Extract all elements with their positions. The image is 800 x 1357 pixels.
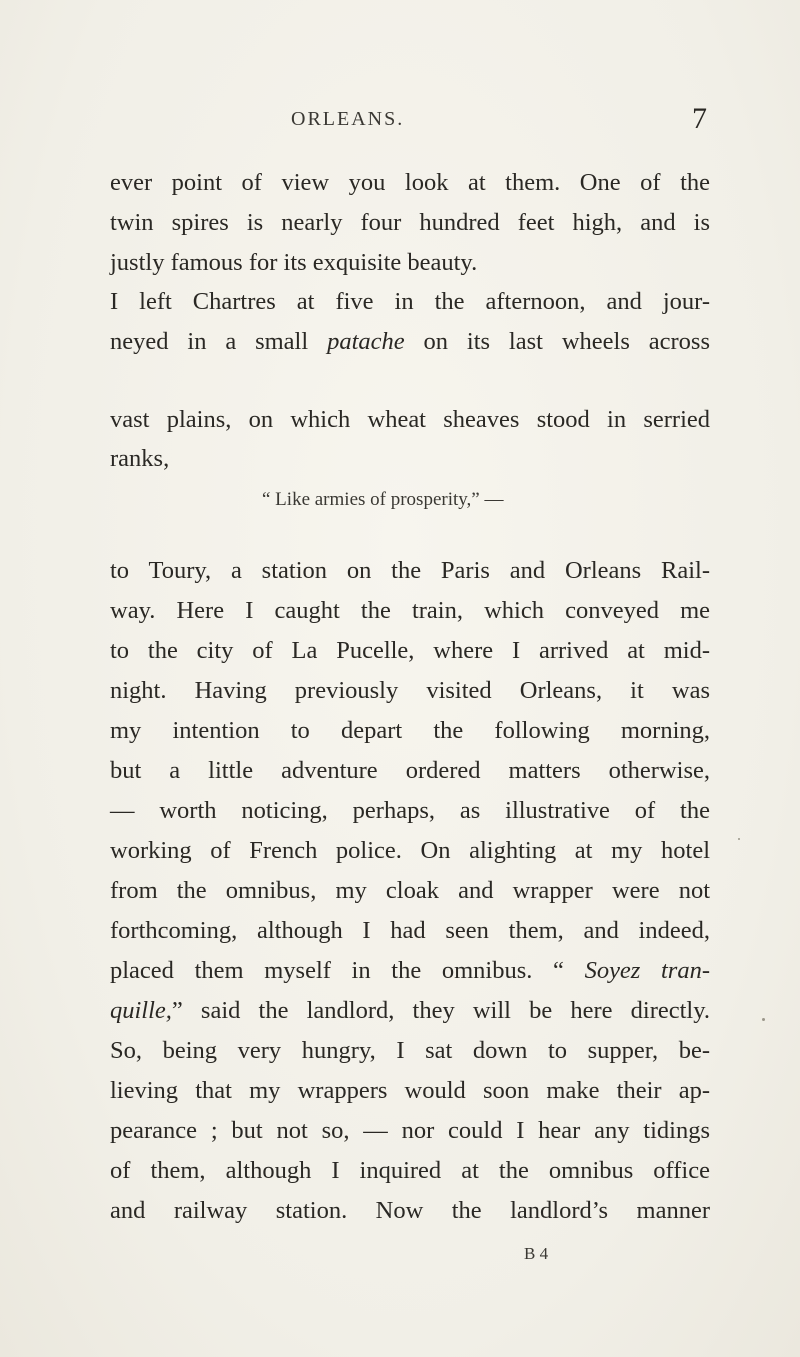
text-line: ranks, <box>110 445 170 472</box>
text-line: but a little adventure ordered matters otherwise, <box>110 757 710 784</box>
text-line: from the omnibus, my cloak and wrapper were not <box>110 877 710 904</box>
text-line: twin spires is nearly four hundred feet high, and is <box>110 209 710 236</box>
ink-speck <box>762 1018 765 1021</box>
text-line: working of French police. On alighting at my hotel <box>110 837 710 864</box>
text-line: my intention to depart the following morning, <box>110 717 710 744</box>
text-line: lieving that my wrappers would soon make their ap- <box>110 1077 710 1104</box>
italic-word: Soyez tran- <box>584 957 710 984</box>
page-number: 7 <box>692 102 707 135</box>
text-segment: ” said the landlord, they will be here directly. <box>171 997 710 1024</box>
italic-word: quille, <box>110 997 172 1024</box>
text-line: night. Having previously visited Orleans, it was <box>110 677 710 704</box>
verse-quote: “ Like armies of prosperity,” — <box>262 489 504 510</box>
text-line: to the city of La Pucelle, where I arrived at mid- <box>110 637 710 664</box>
text-line: of them, although I inquired at the omnibus office <box>110 1157 710 1184</box>
text-segment: neyed in a small <box>110 328 328 355</box>
text-line <box>110 327 710 357</box>
signature-mark: B 4 <box>524 1244 549 1263</box>
text-line: So, being very hungry, I sat down to supper, be- <box>110 1037 710 1064</box>
text-line: forthcoming, although I had seen them, and indeed, <box>110 917 710 944</box>
text-line: I left Chartres at five in the afternoon, and jour- <box>110 288 710 315</box>
text-line: — worth noticing, perhaps, as illustrative of the <box>110 797 710 824</box>
text-line <box>110 996 710 1026</box>
italic-word: patache <box>327 328 405 355</box>
text-segment: placed them myself in the omnibus. “ <box>110 957 585 984</box>
text-line: and railway station. Now the landlord’s manner <box>110 1197 710 1224</box>
ink-speck <box>738 838 740 840</box>
text-line: to Toury, a station on the Paris and Orleans Rail- <box>110 557 710 584</box>
text-line: vast plains, on which wheat sheaves stood in serried <box>110 406 710 433</box>
text-segment: on its last wheels across <box>404 328 710 355</box>
text-line <box>110 956 710 986</box>
text-line: justly famous for its exquisite beauty. <box>110 249 478 276</box>
running-head-title: ORLEANS. <box>291 108 405 130</box>
text-line: ever point of view you look at them. One of the <box>110 169 710 196</box>
text-line: pearance ; but not so, — nor could I hear any tidings <box>110 1117 710 1144</box>
text-line: way. Here I caught the train, which conveyed me <box>110 597 710 624</box>
